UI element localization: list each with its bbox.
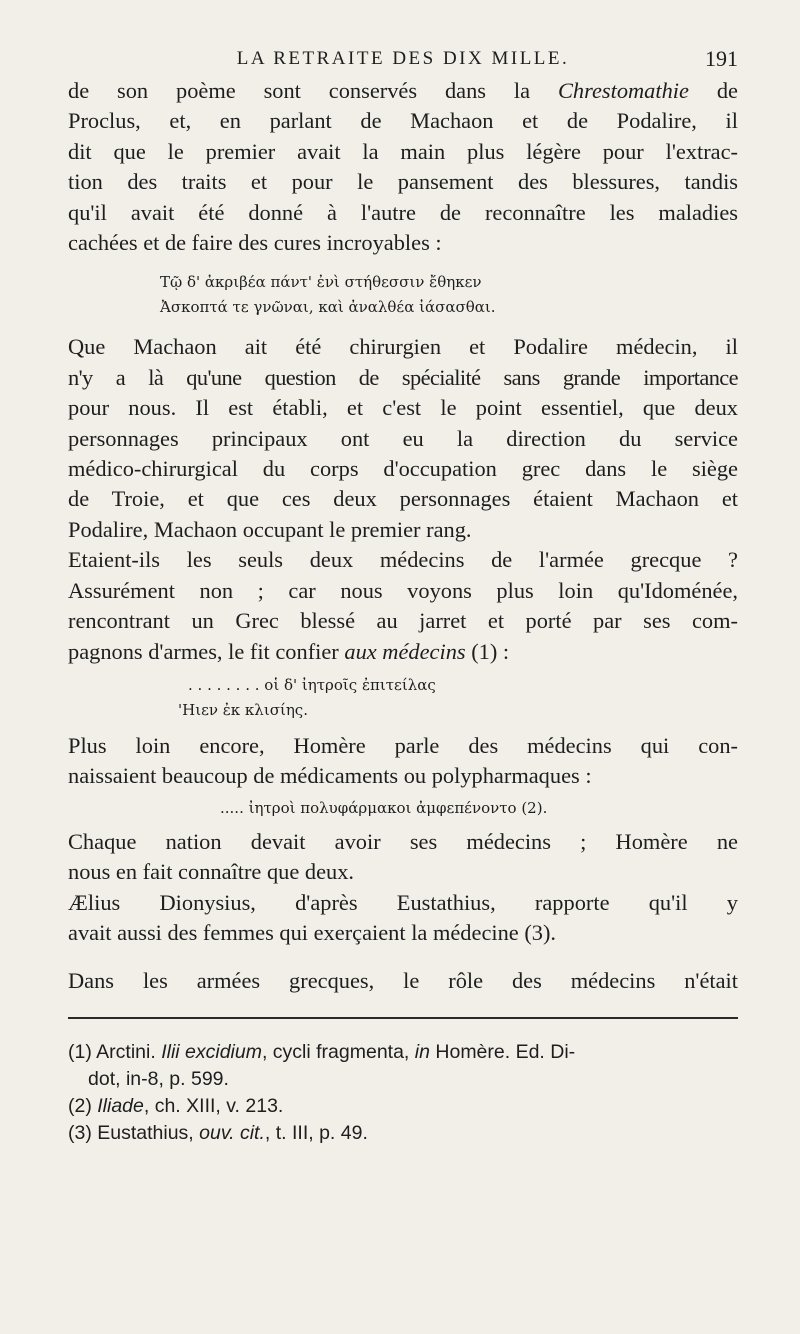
text-line: Que Machaon ait été chirurgien et Podalire médecin, il <box>68 334 738 360</box>
text-line <box>68 76 738 106</box>
italic-phrase: Chrestomathie <box>557 78 689 103</box>
text-line: avait aussi des femmes qui exerçaient la médecine (3). <box>68 919 557 945</box>
text-line: Proclus, et, en parlant de Machaon et de Podalire, il <box>68 108 738 134</box>
text-line: naissaient beaucoup de médicaments ou polypharmaques : <box>68 763 592 789</box>
footnote-separator <box>68 1017 738 1019</box>
footnote-text: (3) Eustathius, <box>68 1121 200 1144</box>
text-fragment: de son poème sont conservés dans la Chrestomathie de <box>68 78 738 103</box>
paragraph-1 <box>68 76 738 258</box>
footnote-text: , ch. XIII, v. 213. <box>143 1094 284 1117</box>
text-line: dit que le premier avait la main plus légère pour l'extrac- <box>68 138 738 164</box>
italic-phrase: aux médecins <box>344 638 466 664</box>
text-line: Plus loin encore, Homère parle des médecins qui con- <box>68 732 738 758</box>
footnote-2 <box>68 1093 738 1120</box>
text-line: Etaient-ils les seuls deux médecins de l'armée grecque ? <box>68 547 738 573</box>
greek-verse-line: 'Ηιεν ἐκ κλισίης. <box>178 700 308 719</box>
footnote-title: Ilii excidium <box>161 1040 262 1063</box>
text-line: tion des traits et pour le pansement des blessures, tandis <box>68 169 738 195</box>
paragraph-5 <box>68 966 738 996</box>
footnote-3 <box>68 1120 738 1147</box>
text-line: médico-chirurgical du corps d'occupation grec dans le siège <box>68 456 738 482</box>
page-number: 191 <box>705 46 738 71</box>
greek-verse-line: ..... ἰητροὶ πολυφάρμακοι ἀμφεπένοντο (2). <box>220 798 548 817</box>
text-line: Podalire, Machaon occupant le premier rang. <box>68 516 472 542</box>
text-line: personnages principaux ont eu la direction du service <box>68 425 738 451</box>
text-line: qu'il avait été donné à l'autre de reconnaître les maladies <box>68 199 738 225</box>
text-line: pour nous. Il est établi, et c'est le point essentiel, que deux <box>68 395 738 421</box>
greek-verse-line: Τῷ δ' ἀκριβέα πάντ' ἐνὶ στήθεσσιν ἔθηκεν <box>160 273 482 292</box>
running-header <box>68 44 738 76</box>
greek-verse-line: Ἀσκοπτά τε γνῶναι, καὶ ἀναλθέα ἰάσασθαι. <box>160 298 496 317</box>
footnote-text: , cycli fragmenta, <box>261 1040 415 1063</box>
footnote-text: (1) Arctini. <box>68 1040 162 1063</box>
running-title: LA RETRAITE DES DIX MILLE. <box>236 48 570 69</box>
footnote-title: ouv. cit. <box>199 1121 265 1144</box>
footnote-text: (2) <box>68 1094 98 1117</box>
text-line: cachées et de faire des cures incroyables : <box>68 230 442 256</box>
footnote-in: in <box>414 1040 430 1063</box>
text-line: rencontrant un Grec blessé au jarret et porté par ses com- <box>68 608 738 634</box>
footnote-text: Homère. Ed. Di- <box>429 1040 576 1063</box>
text-line: pagnons d'armes, le fit confier aux médecins (1) : <box>68 638 510 664</box>
footnote-1 <box>68 1039 738 1066</box>
text-line: Chaque nation devait avoir ses médecins ; Homère ne <box>68 828 738 854</box>
paragraph-4 <box>68 827 738 949</box>
paragraph-2 <box>68 332 738 666</box>
footnotes <box>68 1039 738 1147</box>
paragraph-3 <box>68 731 738 792</box>
footnote-title: Iliade <box>97 1094 144 1117</box>
text-line: n'y a là qu'une question de spécialité sans grande importance <box>68 364 738 390</box>
footnote-text: , t. III, p. 49. <box>264 1121 368 1144</box>
text-line: de Troie, et que ces deux personnages étaient Machaon et <box>68 486 738 512</box>
text-line: Dans les armées grecques, le rôle des médecins n'était <box>68 968 738 994</box>
book-page <box>68 44 738 1147</box>
text-line: Assurément non ; car nous voyons plus loin qu'Idoménée, <box>68 577 738 603</box>
text-line: nous en fait connaître que deux. <box>68 859 355 885</box>
text-line: Ælius Dionysius, d'après Eustathius, rapporte qu'il y <box>68 889 738 915</box>
greek-verse-line: . . . . . . . . οἱ δ' ἰητροῖς ἐπιτείλας <box>188 675 436 694</box>
footnote-1-continuation: dot, in-8, p. 599. <box>88 1067 229 1090</box>
